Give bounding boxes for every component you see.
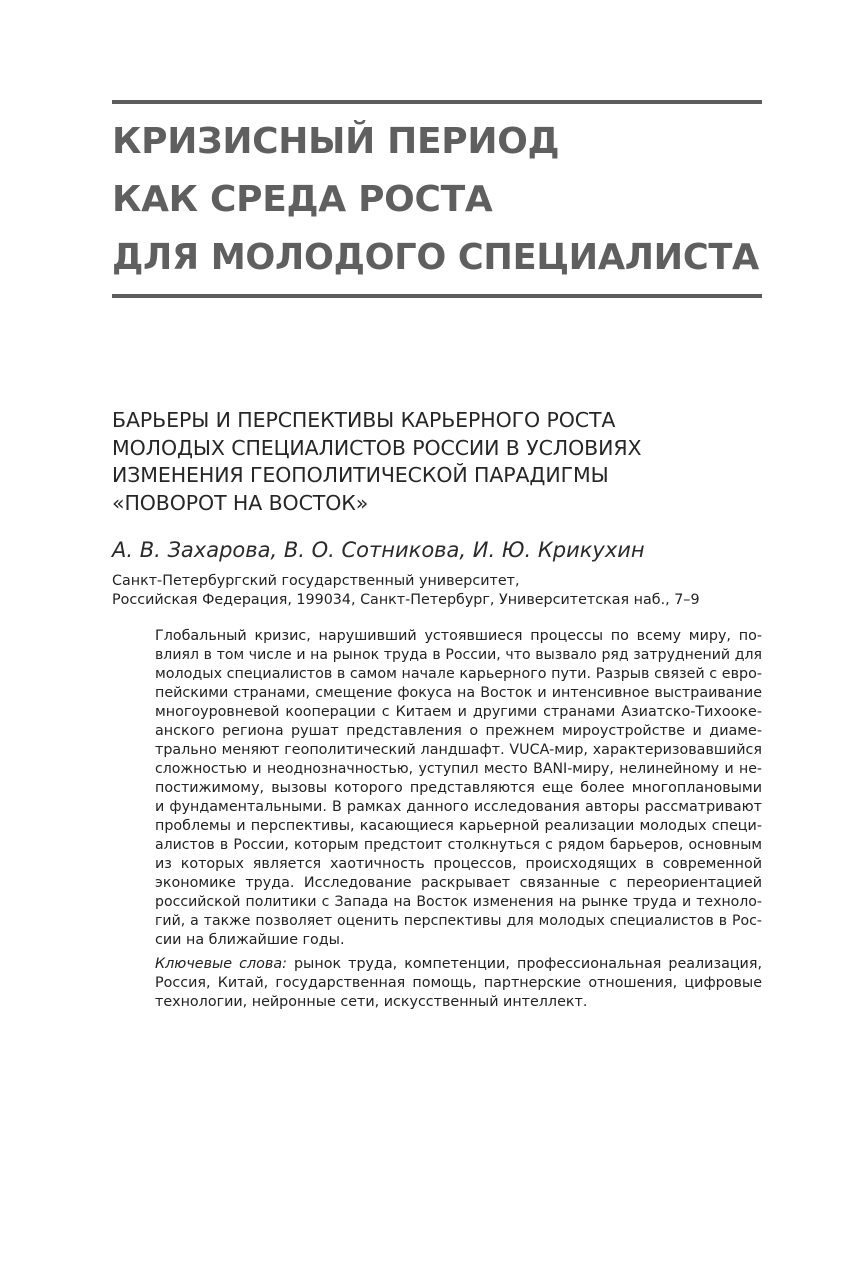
top-rule <box>112 100 762 104</box>
affiliation-line: Российская Федерация, 199034, Санкт-Петербург, Университетская наб., 7–9 <box>112 592 700 608</box>
abstract-line: постижимому, вызовы которого представляются еще более многоплановыми <box>155 780 762 796</box>
abstract-line: Глобальный кризис, нарушивший устоявшиеся процессы по всему миру, по- <box>155 628 762 644</box>
keywords-text: рынок труда, компетенции, профессиональная реализация, <box>286 956 762 972</box>
section-header <box>112 100 762 298</box>
abstract-line: трально меняют геополитический ландшафт. VUCA-мир, характеризовавшийся <box>155 742 762 758</box>
abstract-line: гий, а также позволяет оценить перспективы для молодых специалистов в Рос- <box>155 913 762 929</box>
abstract-line: анского региона рушат представления о прежнем мироустройстве и диаме- <box>155 723 762 739</box>
abstract-body <box>155 627 762 950</box>
section-title-line: ДЛЯ МОЛОДОГО СПЕЦИАЛИСТА <box>112 237 759 278</box>
section-title-line: КАК СРЕДА РОСТА <box>112 179 493 220</box>
article-title-line: БАРЬЕРЫ И ПЕРСПЕКТИВЫ КАРЬЕРНОГО РОСТА <box>112 408 616 432</box>
abstract-line: пейскими странами, смещение фокуса на Восток и интенсивное выстраивание <box>155 685 762 701</box>
keywords-line <box>155 955 762 974</box>
article-title-line: ИЗМЕНЕНИЯ ГЕОПОЛИТИЧЕСКОЙ ПАРАДИГМЫ <box>112 463 609 487</box>
affiliation <box>112 572 762 610</box>
keywords-line: технологии, нейронные сети, искусственный интеллект. <box>155 994 588 1010</box>
bottom-rule <box>112 294 762 298</box>
abstract-line: экономике труда. Исследование раскрывает связанные с переориентацией <box>155 875 762 891</box>
article-title-line: «ПОВОРОТ НА ВОСТОК» <box>112 490 369 515</box>
abstract-line: алистов в России, которым предстоит столкнуться с рядом барьеров, основным <box>155 837 762 853</box>
abstract-line: сложностью и неоднозначностью, уступил место BANI-миру, нелинейному и не- <box>155 761 762 777</box>
keywords-label: Ключевые слова: <box>155 956 287 972</box>
abstract-line: из которых является хаотичность процессов, происходящих в современной <box>155 856 762 872</box>
abstract-line: проблемы и перспективы, касающиеся карьерной реализации молодых специ- <box>155 818 762 834</box>
keywords-line: Россия, Китай, государственная помощь, партнерские отношения, цифровые <box>155 975 762 991</box>
abstract-line: влиял в том числе и на рынок труда в России, что вызвало ряд затруднений для <box>155 647 762 663</box>
abstract <box>155 627 762 1012</box>
abstract-line: и фундаментальными. В рамках данного исследования авторы рассматривают <box>155 799 762 815</box>
abstract-line: молодых специалистов в самом начале карьерного пути. Разрыв связей с евро- <box>155 666 762 682</box>
section-title <box>112 113 762 287</box>
article-title <box>112 407 762 517</box>
abstract-line: многоуровневой кооперации с Китаем и другими странами Азиатско-Тихооке- <box>155 704 762 720</box>
affiliation-line: Санкт-Петербургский государственный университет, <box>112 573 520 589</box>
abstract-line: сии на ближайшие годы. <box>155 932 345 948</box>
authors: А. В. Захарова, В. О. Сотникова, И. Ю. Крикухин <box>112 538 645 562</box>
keywords <box>155 955 762 1012</box>
abstract-line: российской политики с Запада на Восток изменения на рынке труда и техноло- <box>155 894 762 910</box>
article-title-line: МОЛОДЫХ СПЕЦИАЛИСТОВ РОССИИ В УСЛОВИЯХ <box>112 435 642 460</box>
section-title-line: КРИЗИСНЫЙ ПЕРИОД <box>112 121 560 162</box>
